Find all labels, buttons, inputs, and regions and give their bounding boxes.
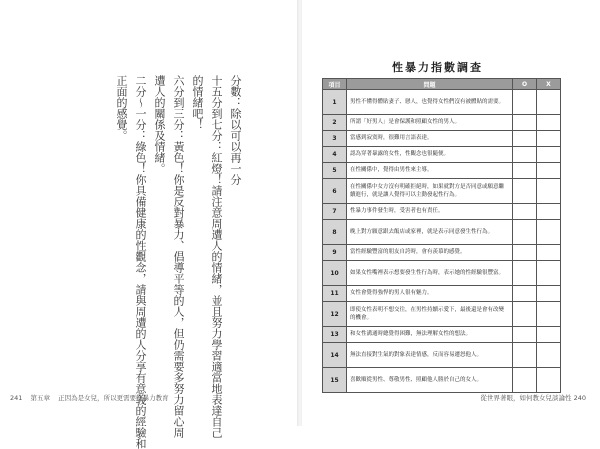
row-question: 男性不懂得體貼妻子、戀人，也覺得女性們沒有被體貼的需要。	[347, 90, 513, 115]
row-question: 女性會覺得強悍的男人很有魅力。	[347, 286, 513, 302]
answer-x-cell[interactable]	[537, 343, 561, 368]
answer-x-cell[interactable]	[537, 245, 561, 261]
answer-x-cell[interactable]	[537, 327, 561, 343]
row-number: 12	[323, 302, 347, 327]
row-question: 在性關係中女方沒有明確拒絕時，如果就對方是否同意或願意繼續進行，就是讓人覺得可以主動發起性行為。	[347, 179, 513, 204]
text-column-6: 二分～一分：綠色！你具備健康的性觀念，請與周遭的人分享有意義的經驗和	[134, 75, 147, 449]
answer-x-cell[interactable]	[537, 368, 561, 393]
answer-x-cell[interactable]	[537, 90, 561, 115]
survey-table	[322, 78, 561, 393]
row-number: 8	[323, 220, 347, 245]
answer-o-cell[interactable]	[513, 90, 537, 115]
row-question: 所謂「好男人」是會保護和照顧女性的男人。	[347, 115, 513, 131]
row-number: 13	[323, 327, 347, 343]
answer-x-cell[interactable]	[537, 131, 561, 147]
row-number: 7	[323, 204, 347, 220]
row-question: 當性經驗豐富的朋友自誇時，會有羨慕的感覺。	[347, 245, 513, 261]
right-page-number: 240	[573, 394, 586, 402]
answer-o-cell[interactable]	[513, 368, 537, 393]
row-question: 性暴力事件發生時，受害者也有責任。	[347, 204, 513, 220]
row-number: 1	[323, 90, 347, 115]
left-footer	[10, 393, 175, 402]
text-column-3: 的情緒吧！	[191, 75, 204, 130]
row-number: 4	[323, 147, 347, 163]
answer-o-cell[interactable]	[513, 220, 537, 245]
row-number: 3	[323, 131, 347, 147]
answer-x-cell[interactable]	[537, 220, 561, 245]
left-page	[0, 0, 298, 449]
row-question: 即使女性表明不想交往，在男性持續示愛下，最後還是會有改變的機會。	[347, 302, 513, 327]
row-question: 晚上對方願意跟去飯店或家裡，就是表示同意發生性行為。	[347, 220, 513, 245]
row-question: 當感到寂寞時，很難用言語表達。	[347, 131, 513, 147]
answer-x-cell[interactable]	[537, 147, 561, 163]
answer-o-cell[interactable]	[513, 302, 537, 327]
answer-x-cell[interactable]	[537, 286, 561, 302]
row-number: 10	[323, 261, 347, 286]
answer-o-cell[interactable]	[513, 286, 537, 302]
text-column-1: 分數：除以可以再一分	[229, 75, 242, 185]
chapter-title: 正因為是女兒，所以更需要性暴力教育	[58, 394, 169, 402]
answer-o-cell[interactable]	[513, 131, 537, 147]
answer-x-cell[interactable]	[537, 163, 561, 179]
answer-x-cell[interactable]	[537, 204, 561, 220]
answer-x-cell[interactable]	[537, 302, 561, 327]
table-row	[323, 343, 561, 368]
row-question: 喜歡順從男性、尊敬男性、照顧他人勝於自己的女人。	[347, 368, 513, 393]
answer-x-cell[interactable]	[537, 115, 561, 131]
left-page-number: 241	[10, 394, 23, 402]
table-row	[323, 179, 561, 204]
text-column-4: 六分到三分：黃色！你是反對暴力、倡導平等的人，但仍需要多努力留心周	[172, 75, 185, 438]
answer-o-cell[interactable]	[513, 179, 537, 204]
survey-title: 性暴力指數調查	[392, 61, 483, 74]
row-number: 11	[323, 286, 347, 302]
header-no: 項目	[323, 79, 347, 90]
row-question: 認為穿著暴露的女性，性觀念也很隨便。	[347, 147, 513, 163]
answer-x-cell[interactable]	[537, 261, 561, 286]
text-column-2: 十五分到七分：紅燈！請注意周遭人的情緒，並且努力學習適當地表達自己	[210, 75, 223, 438]
table-row	[323, 261, 561, 286]
answer-o-cell[interactable]	[513, 245, 537, 261]
row-number: 14	[323, 343, 347, 368]
text-column-7: 正面的感覺。	[115, 75, 128, 141]
answer-o-cell[interactable]	[513, 261, 537, 286]
table-row	[323, 302, 561, 327]
table-row	[323, 131, 561, 147]
table-row	[323, 90, 561, 115]
row-number: 9	[323, 245, 347, 261]
answer-o-cell[interactable]	[513, 163, 537, 179]
row-question: 和女性溝通時總覺得困難，無法理解女性的想法。	[347, 327, 513, 343]
table-header-row	[323, 79, 561, 90]
answer-o-cell[interactable]	[513, 115, 537, 131]
row-number: 6	[323, 179, 347, 204]
text-column-5: 遭人的關係及情緒。	[153, 75, 166, 174]
row-number: 5	[323, 163, 347, 179]
right-footer	[481, 393, 587, 402]
chapter-label: 第五章	[30, 394, 50, 402]
table-row	[323, 368, 561, 393]
row-question: 如果女性嘴裡表示想要發生性行為時，表示她的性經驗很豐富。	[347, 261, 513, 286]
header-question: 問題	[347, 79, 513, 90]
header-x: X	[537, 79, 561, 90]
table-row	[323, 147, 561, 163]
row-question: 無法直接對生氣的對象表達情感，反而容易遷怒他人。	[347, 343, 513, 368]
table-row	[323, 286, 561, 302]
table-row	[323, 220, 561, 245]
running-title: 從世界著眼，如何教女兒談論性	[480, 394, 572, 402]
answer-x-cell[interactable]	[537, 179, 561, 204]
row-question: 在性關係中，覺得由男性來主導。	[347, 163, 513, 179]
row-number: 15	[323, 368, 347, 393]
answer-o-cell[interactable]	[513, 147, 537, 163]
row-number: 2	[323, 115, 347, 131]
table-row	[323, 115, 561, 131]
table-row	[323, 204, 561, 220]
table-row	[323, 163, 561, 179]
answer-o-cell[interactable]	[513, 343, 537, 368]
header-o: O	[513, 79, 537, 90]
answer-o-cell[interactable]	[513, 204, 537, 220]
table-row	[323, 327, 561, 343]
table-row	[323, 245, 561, 261]
answer-o-cell[interactable]	[513, 327, 537, 343]
